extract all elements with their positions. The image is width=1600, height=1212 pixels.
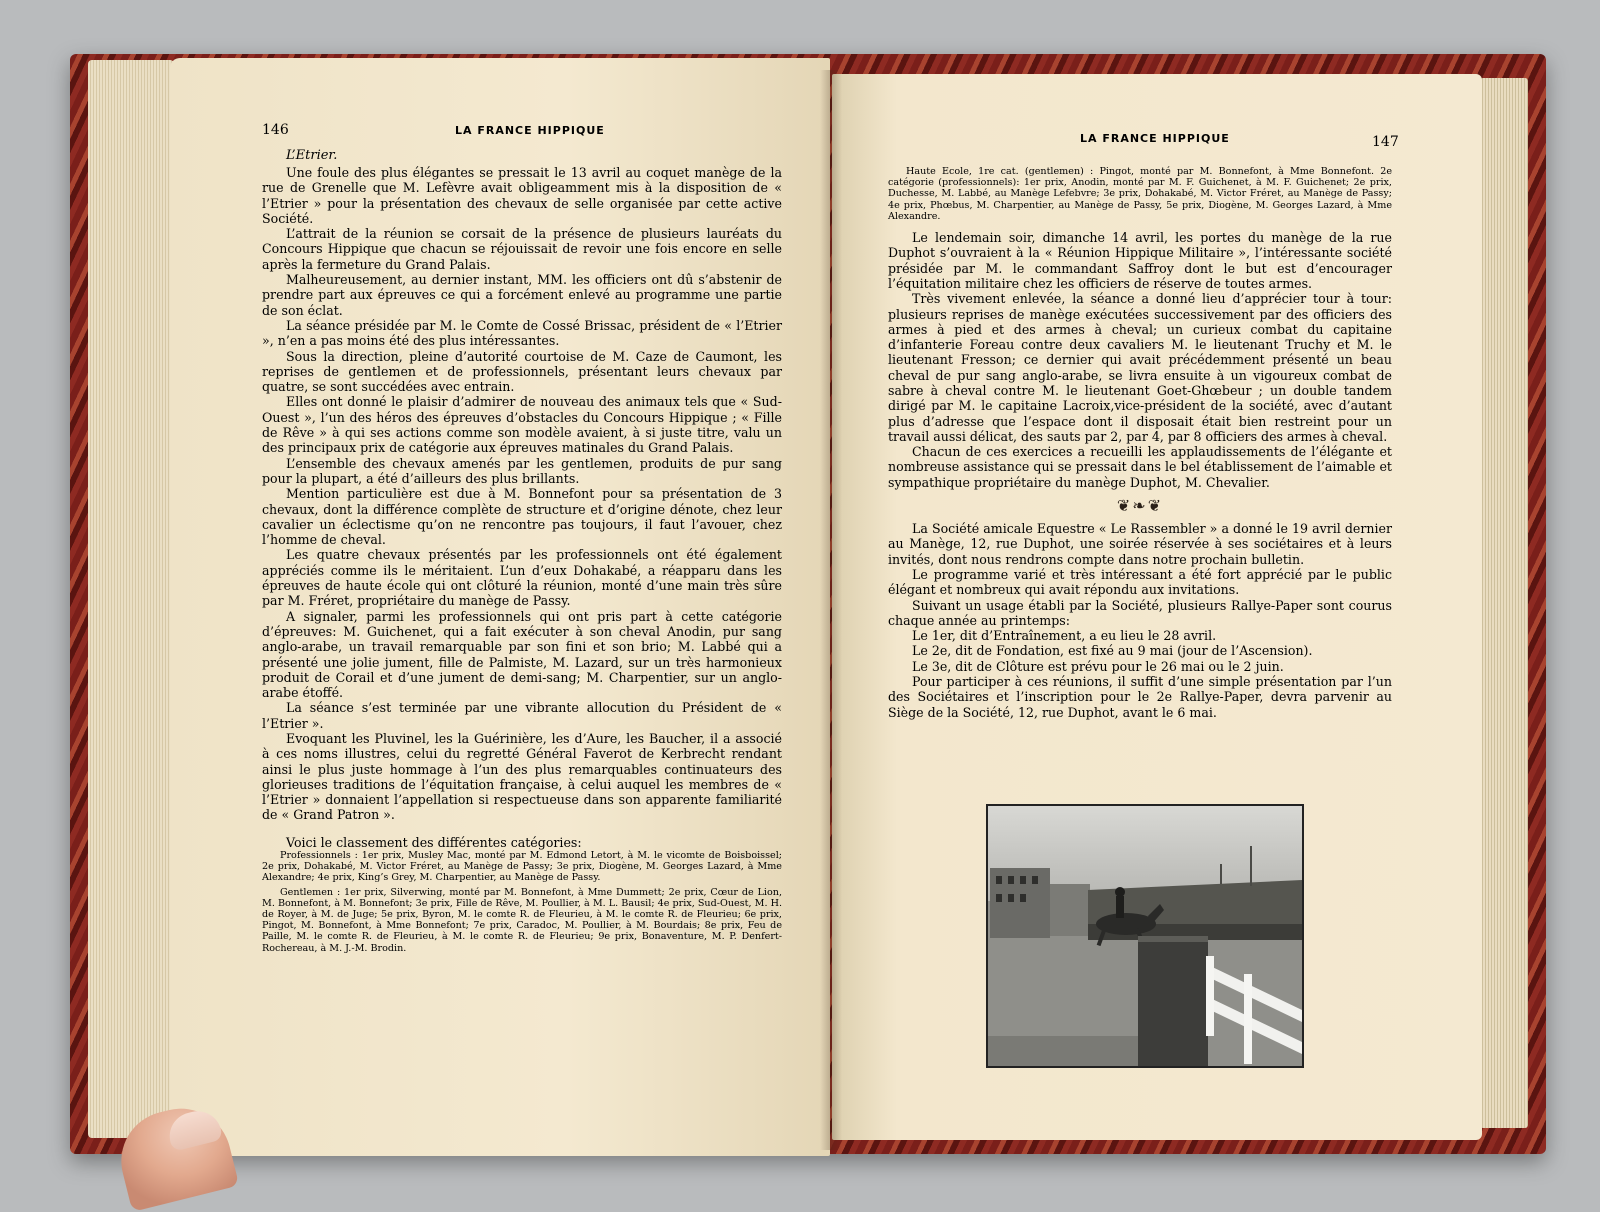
paragraph: Suivant un usage établi par la Société, plusieurs Rallye-Paper sont courus chaque année au printemps:: [888, 597, 1392, 628]
paragraph: Malheureusement, au dernier instant, MM. les officiers ont dû s’abstenir de prendre part aux épreuves ce qui a forcément enlevé au programme une partie de son éclat.: [262, 272, 782, 318]
right-column: [888, 166, 1392, 720]
photo-illustration: [988, 806, 1302, 1066]
classement-intro: Voici le classement des différentes catégories:: [286, 834, 582, 850]
classement-gentlemen: Gentlemen : 1er prix, Silverwing, monté par M. Bonnefont, à Mme Dummett; 2e prix, Cœur de Lion, M. Bonnefont, à M. Bonnefont; 3e prix, Fille de Rêve, M. Poullier, à M. L. Bausil; 4e prix, Sud-Ouest, M. H. de Royer, à M. de Juge; 5e prix, Byron, M. le comte R. de Fleurieu, à M. le comte R. de Fleurieu; 6e prix, Pingot, M. Bonnefont, à Mme Bonnefont; 7e prix, Caradoc, M. Poullier, à M. Bourdais; 8e prix, Feu de Paille, M. le comte R. de Fleurieu, à M. le comte R. de Fleurieu; 9e prix, Bonaventure, M. P. Denfert-Rochereau, à M. J.-M. Brodin.: [262, 886, 782, 954]
paragraph: L’attrait de la réunion se corsait de la présence de plusieurs lauréats du Concours Hippique que chacun se réjouissait de revoir une fois encore en selle après la fermeture du Grand Palais.: [262, 226, 782, 272]
paragraph: Chacun de ces exercices a recueilli les applaudissements de l’élégante et nombreuse assistance qui se pressait dans le bel établissement de l’aimable et sympathique propriétaire du manège Duphot, M. Chevalier.: [888, 444, 1392, 490]
paragraph: Sous la direction, pleine d’autorité courtoise de M. Caze de Caumont, les reprises de gentlemen et de professionnels, présentant leurs chevaux par quatre, se sont succédées avec entrain.: [262, 348, 782, 395]
paragraph: Mention particulière est due à M. Bonnefont pour sa présentation de 3 chevaux, dont la différence complète de structure et d’origine dénote, chez leur cavalier un éclectisme qu’on ne rencontre pas toujours, il faut l’avouer, chez l’homme de cheval.: [262, 486, 782, 548]
paragraph: Très vivement enlevée, la séance a donné lieu d’apprécier tour à tour: plusieurs reprises de manège exécutées successivement par des officiers des armes à pied et des armes à cheval; un curieux combat du capitaine d’infanterie Foreau contre deux cavaliers M. le lieutenant Truchy et M. le lieutenant Fresson; ce dernier qui avait précédemment présenté un beau cheval de pur sang anglo-arabe, se livra ensuite à un vigoureux combat de sabre à cheval contre M. le lieutenant Goet-Ghœbeur ; un double tandem dirigé par M. le capitaine Lacroix,vice-président de la société, avec d’autant plus d’adresse que l’espace dont il disposait était bien restreint pour un travail aussi délicat, des sauts par 2, par 4, par 8 officiers des armes à cheval.: [888, 291, 1392, 444]
section-title: L’Etrier.: [286, 148, 338, 163]
book-gutter: [820, 70, 842, 1150]
haute-ecole-results: Haute Ecole, 1re cat. (gentlemen) : Pingot, monté par M. Bonnefont, à Mme Bonnefont. 2e catégorie (professionnels): 1er prix, Anodin, monté par M. F. Guichenet, à M. F. Guichenet; 2e prix, Duchesse, M. Labbé, au Manège Lefebvre; 3e prix, Dohakabé, M. Victor Fréret, au Manège de Passy; 4e prix, Phœbus, M. Charpentier, au Manège de Passy, 5e prix, Diogène, M. Georges Lazard, à Mme Alexandre.: [888, 166, 1392, 222]
paragraph: Le 1er, dit d’Entraînement, a eu lieu le 28 avril.: [912, 628, 1217, 644]
ornament-divider: ❦❧❦: [1116, 496, 1164, 516]
paragraph: La séance présidée par M. le Comte de Cossé Brissac, président de « l’Etrier », n’en a pas moins été des plus intéressantes.: [262, 317, 782, 349]
paragraph: Le 2e, dit de Fondation, est fixé au 9 mai (jour de l’Ascension).: [912, 643, 1313, 659]
paragraph: Elles ont donné le plaisir d’admirer de nouveau des animaux tels que « Sud-Ouest », l’un des héros des épreuves d’obstacles du Concours Hippique ; « Fille de Rêve » à qui ses actions comme son modèle avaient, à si juste titre, valu un des principaux prix de catégorie aux épreuves matinales du Grand Palais.: [262, 394, 782, 456]
paragraph: Les quatre chevaux présentés par les professionnels ont été également appréciés comme ils le méritaient. L’un d’eux Dohakabé, a réapparu dans les épreuves de haute école qui ont clôturé la réunion, monté d’une main très sûre par M. Fréret, propriétaire du manège de Passy.: [262, 547, 782, 609]
running-header-left: LA FRANCE HIPPIQUE: [455, 124, 605, 137]
paragraph: Pour participer à ces réunions, il suffit d’une simple présentation par l’un des Sociétaires et l’inscription pour le 2e Rallye-Paper, devra parvenir au Siège de la Société, 12, rue Duphot, avant le 6 mai.: [888, 674, 1392, 720]
page-edges-left: [88, 60, 174, 1138]
paragraph: La Société amicale Equestre « Le Rassembler » a donné le 19 avril dernier au Manège, 12, rue Duphot, une soirée réservée à ses sociétaires et à leurs invités, dont nous rendrons compte dans notre prochain bulletin.: [888, 521, 1392, 567]
running-header-right: LA FRANCE HIPPIQUE: [1080, 132, 1230, 145]
paragraph: A signaler, parmi les professionnels qui ont pris part à cette catégorie d’épreuves: M. Guichenet, qui a fait exécuter à son cheval Anodin, pur sang anglo-arabe, un travail remarquable par son fini et son brio; M. Labbé qui a présenté une jolie jument, fille de Palmiste, M. Lazard, sur un très harmonieux produit de Corail et d’une jument de demi-sang; M. Charpentier, sur un anglo-arabe étoffé.: [262, 608, 782, 701]
paragraph: L’ensemble des chevaux amenés par les gentlemen, produits de pur sang pour la plupart, a été d’ailleurs des plus brillants.: [262, 455, 782, 486]
paragraph: Le lendemain soir, dimanche 14 avril, les portes du manège de la rue Duphot s’ouvraient à la « Réunion Hippique Militaire », l’intéressante société présidée par M. le commandant Saffroy dont le but est d’encourager l’équitation militaire chez les officiers de réserve de toutes armes.: [888, 230, 1392, 291]
paragraph: Le 3e, dit de Clôture est prévu pour le 26 mai ou le 2 juin.: [912, 658, 1284, 674]
paragraph: Le programme varié et très intéressant a été fort apprécié par le public élégant et nombreux qui avait répondu aux invitations.: [888, 566, 1392, 598]
horse-jumping-photo: [986, 804, 1304, 1068]
page-number-right: 147: [1372, 134, 1399, 150]
paragraph: Evoquant les Pluvinel, les la Guérinière, les d’Aure, les Baucher, il a associé à ces noms illustres, celui du regretté Général Faverot de Kerbrecht rendant ainsi le plus juste hommage à l’un des plus remarquables continuateurs des glorieuses traditions de l’équitation française, à celui auquel les membres de « l’Etrier » donnaient l’appellation si respectueuse dans son apparente familiarité de « Grand Patron ».: [262, 730, 782, 823]
paragraph: La séance s’est terminée par une vibrante allocution du Président de « l’Etrier ».: [262, 700, 782, 731]
paragraph: Une foule des plus élégantes se pressait le 13 avril au coquet manège de la rue de Grenelle que M. Lefèvre avait obligeamment mis à la disposition de « l’Etrier » pour la présentation des chevaux de selle organisée par cette active Société.: [262, 165, 782, 226]
classement-professionnels: Professionnels : 1er prix, Musley Mac, monté par M. Edmond Letort, à M. le vicomte de Boisboissel; 2e prix, Dohakabé, M. Victor Fréret, au Manège de Passy; 3e prix, Diogène, M. Georges Lazard, à Mme Alexandre; 4e prix, King’s Grey, M. Charpentier, au Manège de Passy.: [262, 850, 782, 884]
left-column: [262, 148, 782, 957]
page-number-left: 146: [262, 122, 289, 138]
page-edges-right: [1480, 78, 1528, 1128]
